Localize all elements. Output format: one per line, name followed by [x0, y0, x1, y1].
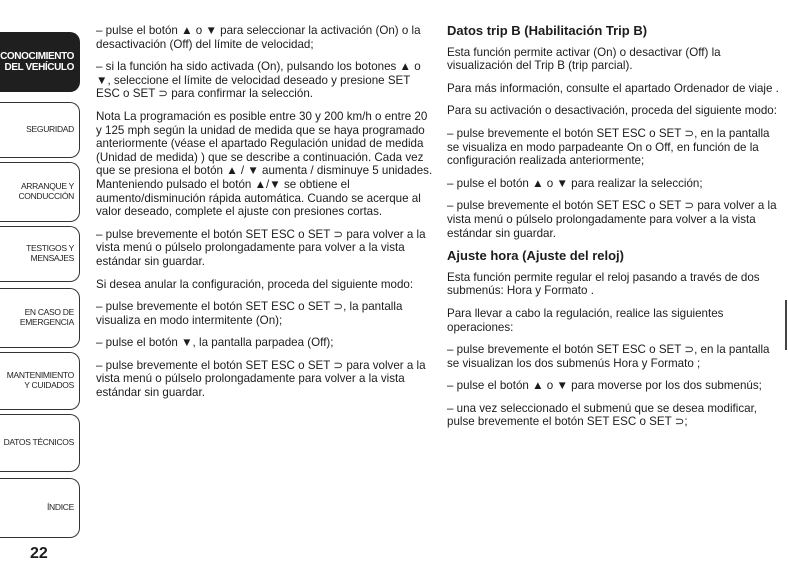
- paragraph: – pulse brevemente el botón SET ESC o SET ⊃ para volver a la vista menú o púlselo prolongadamente para volver a la vista estándar sin guardar.: [96, 227, 426, 268]
- tab-label: CONOCIMIENTO DEL VEHÍCULO: [0, 50, 74, 73]
- tab-conocimiento-del-vehiculo[interactable]: [0, 32, 80, 92]
- paragraph: – pulse el botón ▲ o ▼ para realizar la selección;: [447, 176, 703, 190]
- tab-indice[interactable]: [0, 478, 80, 538]
- right-column: [447, 24, 779, 438]
- tab-label: SEGURIDAD: [26, 124, 74, 135]
- paragraph: – pulse brevemente el botón SET ESC o SET ⊃, en la pantalla se visualizan los dos submenús Hora y Formato ;: [447, 343, 770, 370]
- paragraph: – pulse el botón ▲ o ▼ para moverse por los dos submenús;: [447, 379, 762, 393]
- note-paragraph: Nota La programación es posible entre 30 y 200 km/h o entre 20 y 125 mph según la unidad de medida que se haya programado anteriormente (véase el apartado Regulación unidad de medida (Unidad de medida) ) que se describe a continuación. Cada vez que se presiona el botón ▲ / ▼ aumenta / disminuye 5 unidades. Manteniendo pulsado el botón ▲/▼ se obtiene el aumento/disminución rápida automática. Cuando se acerque al valor deseado, complete el ajuste con presiones cortas.: [96, 109, 433, 219]
- paragraph: – una vez seleccionado el submenú que se desea modificar, pulse brevemente el botón SET ESC o SET ⊃;: [447, 401, 758, 429]
- tab-label: EN CASO DE EMERGENCIA: [19, 307, 74, 327]
- page-number: 22: [30, 545, 48, 562]
- paragraph: – pulse brevemente el botón SET ESC o SET ⊃ para volver a la vista menú o púlselo prolongadamente para volver a la vista estándar sin guardar.: [447, 199, 777, 240]
- section-heading-trip-b: Datos trip B (Habilitación Trip B): [447, 23, 648, 38]
- paragraph: – pulse el botón ▼, la pantalla parpadea (Off);: [96, 336, 334, 350]
- margin-rule: [785, 300, 787, 350]
- tab-datos-tecnicos[interactable]: [0, 414, 80, 472]
- tab-label: MANTENIMIENTO Y CUIDADOS: [6, 370, 74, 390]
- paragraph: Esta función permite regular el reloj pasando a través de dos submenús: Hora y Formato .: [447, 270, 760, 298]
- tab-label: TESTIGOS Y MENSAJES: [26, 243, 74, 263]
- left-column: [96, 24, 434, 409]
- tab-label: ARRANQUE Y CONDUCCIÓN: [18, 181, 74, 201]
- tab-en-caso-de-emergencia[interactable]: [0, 288, 80, 348]
- tab-testigos-y-mensajes[interactable]: [0, 226, 80, 282]
- section-heading-ajuste-hora: Ajuste hora (Ajuste del reloj): [447, 248, 624, 264]
- paragraph: Para su activación o desactivación, proceda del siguiente modo:: [447, 104, 777, 118]
- paragraph: Esta función permite activar (On) o desactivar (Off) la visualización del Trip B (trip parcial).: [447, 45, 721, 73]
- paragraph: Si desea anular la configuración, proceda del siguiente modo:: [96, 277, 414, 291]
- section-tabs: [0, 10, 82, 540]
- paragraph: – pulse brevemente el botón SET ESC o SET ⊃, en la pantalla se visualiza en modo parpadeante On o Off, en función de la configuración realizada anteriormente;: [447, 126, 770, 168]
- paragraph: – pulse el botón ▲ o ▼ para seleccionar la activación (On) o la desactivación (Off) del límite de velocidad;: [96, 24, 421, 51]
- paragraph: Para más información, consulte el apartado Ordenador de viaje .: [447, 81, 779, 95]
- tab-arranque-y-conduccion[interactable]: [0, 162, 80, 222]
- paragraph: – pulse brevemente el botón SET ESC o SET ⊃, la pantalla visualiza en modo intermitente (On);: [96, 300, 403, 327]
- paragraph: Para llevar a cabo la regulación, realice las siguientes operaciones:: [447, 306, 724, 334]
- tab-seguridad[interactable]: [0, 102, 80, 158]
- tab-mantenimiento-y-cuidados[interactable]: [0, 352, 80, 410]
- paragraph: – si la función ha sido activada (On), pulsando los botones ▲ o ▼, seleccione el límite de velocidad deseado y presione SET ESC o SET ⊃ para confirmar la selección.: [96, 60, 421, 101]
- paragraph: – pulse brevemente el botón SET ESC o SET ⊃ para volver a la vista menú o púlselo prolongadamente para volver a la vista estándar sin guardar.: [96, 358, 426, 400]
- tab-label: ÍNDICE: [46, 502, 74, 513]
- tab-label: DATOS TÉCNICOS: [3, 437, 74, 448]
